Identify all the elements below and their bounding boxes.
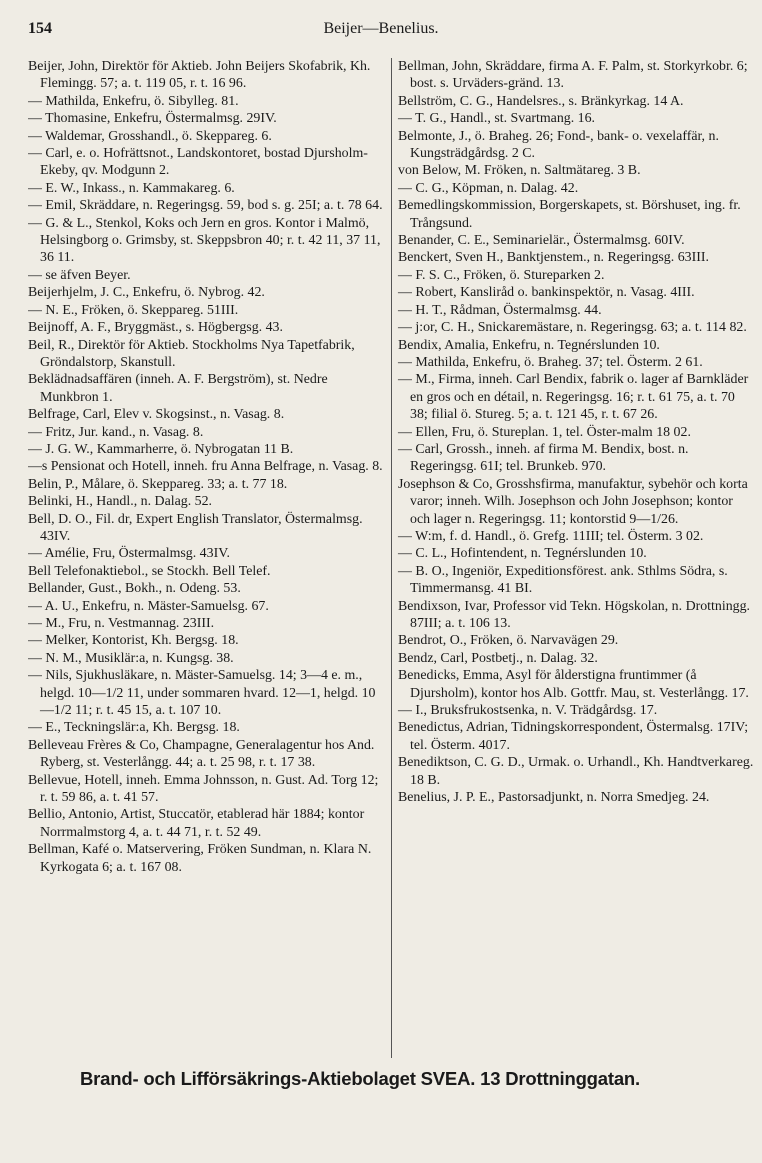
directory-entry: Bell Telefonaktiebol., se Stockh. Bell Telef. xyxy=(28,563,271,579)
directory-entry: Bellman, Kafé o. Matservering, Fröken Sundman, n. Klara N. Kyrkogata 6; a. t. 167 08. xyxy=(28,842,372,875)
directory-entry: — C. L., Hofintendent, n. Tegnérslunden 10. xyxy=(398,546,647,562)
footer-company: Brand- och Lifförsäkrings-Aktiebolaget SVEA. xyxy=(80,1068,476,1089)
directory-entry: — Carl, Grossh., inneh. af firma M. Bendix, bost. n. Regeringsg. 61I; tel. Brunkeb. 970. xyxy=(398,441,689,475)
directory-entry: — Waldemar, Grosshandl., ö. Skeppareg. 6. xyxy=(28,128,272,144)
directory-entry: — F. S. C., Fröken, ö. Stureparken 2. xyxy=(398,267,605,283)
directory-entry: — T. G., Handl., st. Svartmang. 16. xyxy=(398,111,596,127)
directory-entry: — E., Teckningslär:a, Kh. Bergsg. 18. xyxy=(28,720,240,736)
directory-entry: Benelius, J. P. E., Pastorsadjunkt, n. Norra Smedjeg. 24. xyxy=(398,790,710,806)
directory-entry: — Mathilda, Enkefru, ö. Braheg. 37; tel. Österm. 2 61. xyxy=(398,354,703,370)
directory-entry: Beijnoff, A. F., Bryggmäst., s. Högbergsg. 43. xyxy=(28,320,283,336)
directory-entry: von Below, M. Fröken, n. Saltmätareg. 3 B. xyxy=(398,163,641,179)
directory-entry: — E. W., Inkass., n. Kammakareg. 6. xyxy=(28,180,235,196)
directory-entry: Bendrot, O., Fröken, ö. Narvavägen 29. xyxy=(398,633,619,649)
directory-entry: — M., Fru, n. Vestmannag. 23III. xyxy=(28,616,215,631)
directory-entry: — Robert, Kansliråd o. bankinspektör, n. Vasag. 4III. xyxy=(398,285,695,301)
directory-entry: — Carl, e. o. Hofrättsnot., Landskontoret, bostad Djursholm-Ekeby, qv. Modgunn 2. xyxy=(28,146,368,179)
directory-entry: — I., Bruksfrukostsenka, n. V. Trädgårdsg. 17. xyxy=(398,703,658,719)
directory-entry: — Mathilda, Enkefru, ö. Sibylleg. 81. xyxy=(28,93,239,109)
directory-entry: Beijer, John, Direktör för Aktieb. John Beijers Skofabrik, Kh. Flemingg. 57; a. t. 119 05, r. t. 16 96. xyxy=(28,59,371,92)
directory-entry: Bellman, John, Skräddare, firma A. F. Palm, st. Storkyrkobr. 6; bost. s. Urväders-gränd. 13. xyxy=(398,59,748,92)
right-column xyxy=(392,58,756,1058)
directory-entry: Belfrage, Carl, Elev v. Skogsinst., n. Vasag. 8. xyxy=(28,407,285,423)
directory-entry: Beil, R., Direktör för Aktieb. Stockholms Nya Tapetfabrik, Gröndalstorp, Skanstull. xyxy=(28,337,355,370)
directory-entry: Belleveau Frères & Co, Champagne, Generalagentur hos And. Ryberg, st. Vesterlångg. 44; a. t. 25 98, r. t. 17 38. xyxy=(28,737,375,771)
directory-entry: Benckert, Sven H., Banktjenstem., n. Regeringsg. 63III. xyxy=(398,250,709,266)
directory-entry: — N. M., Musiklär:a, n. Kungsg. 38. xyxy=(28,650,234,666)
directory-entry: Bellström, C. G., Handelsres., s. Bränkyrkag. 14 A. xyxy=(398,93,684,109)
directory-entry: — Fritz, Jur. kand., n. Vasag. 8. xyxy=(28,424,204,440)
directory-entry: — Thomasine, Enkefru, Östermalmsg. 29IV. xyxy=(28,111,277,127)
directory-entry: Benedictus, Adrian, Tidningskorrespondent, Östermalsg. 17IV; tel. Österm. 4017. xyxy=(398,720,749,753)
directory-entry: — J. G. W., Kammarherre, ö. Nybrogatan 11 B. xyxy=(28,441,294,457)
directory-entry: — Emil, Skräddare, n. Regeringsg. 59, bod s. g. 25I; a. t. 78 64. xyxy=(28,198,383,214)
directory-entry: Josephson & Co, Grosshsfirma, manufaktur, sybehör och korta varor; inneh. Wilh. Josephson och John Josephson; kontor och lager n. Regeringsg. 11; kontorstid 9—1/26. xyxy=(398,476,748,527)
directory-entry: Bendz, Carl, Postbetj., n. Dalag. 32. xyxy=(398,650,598,666)
directory-entry: — Melker, Kontorist, Kh. Bergsg. 18. xyxy=(28,633,239,649)
directory-entry: — se äfven Beyer. xyxy=(28,267,131,283)
directory-entry: Bendixson, Ivar, Professor vid Tekn. Högskolan, n. Drottningg. 87III; a. t. 106 13. xyxy=(398,598,751,631)
directory-entry: — C. G., Köpman, n. Dalag. 42. xyxy=(398,180,579,196)
directory-entry: Bellevue, Hotell, inneh. Emma Johnsson, n. Gust. Ad. Torg 12; r. t. 59 86, a. t. 41 57. xyxy=(28,772,379,806)
directory-entry: — j:or, C. H., Snickaremästare, n. Regeringsg. 63; a. t. 114 82. xyxy=(398,320,747,336)
directory-entry: Benediktson, C. G. D., Urmak. o. Urhandl., Kh. Handtverkareg. 18 B. xyxy=(398,755,754,788)
directory-entry: Benander, C. E., Seminarielär., Östermalmsg. 60IV. xyxy=(398,233,685,249)
directory-entry: Bell, D. O., Fil. dr, Expert English Translator, Östermalmsg. 43IV. xyxy=(28,511,363,544)
directory-entry: — Amélie, Fru, Östermalmsg. 43IV. xyxy=(28,546,230,562)
directory-entry: — M., Firma, inneh. Carl Bendix, fabrik o. lager af Barnkläder en gros och en détail, n. Regeringsg. 16; r. t. 61 75, a. t. 70 38; filial ö. Stureg. 5; a. t. 121 45, r. t. 67 26. xyxy=(398,372,749,423)
page-number: 154 xyxy=(28,20,52,37)
directory-entry: — Ellen, Fru, ö. Stureplan. 1, tel. Öster-malm 18 02. xyxy=(398,424,691,440)
directory-entry: — W:m, f. d. Handl., ö. Grefg. 11III; tel. Österm. 3 02. xyxy=(398,528,704,544)
directory-entry: Bellio, Antonio, Artist, Stuccatör, etablerad här 1884; kontor Norrmalmstorg 4, a. t. 44 71, r. t. 52 49. xyxy=(28,807,365,840)
directory-entry: — A. U., Enkefru, n. Mäster-Samuelsg. 67. xyxy=(28,598,269,614)
directory-entry: Belinki, H., Handl., n. Dalag. 52. xyxy=(28,494,213,510)
directory-entry: — H. T., Rådman, Östermalmsg. 44. xyxy=(398,302,602,318)
directory-entry: — N. E., Fröken, ö. Skeppareg. 51III. xyxy=(28,302,239,318)
directory-entry: — B. O., Ingeniör, Expeditionsförest. ank. Sthlms Södra, s. Timmermansg. 41 BI. xyxy=(398,563,728,597)
directory-entry: Bendix, Amalia, Enkefru, n. Tegnérslunden 10. xyxy=(398,337,660,353)
running-head: Beijer—Benelius. xyxy=(323,20,439,37)
directory-entry: Bellander, Gust., Bokh., n. Odeng. 53. xyxy=(28,581,241,597)
directory-entry: — G. & L., Stenkol, Koks och Jern en gros. Kontor i Malmö, Helsingborg o. Grimsby, st. Skeppsbron 40; r. t. 42 11, 37 11, 36 11. xyxy=(28,215,381,266)
directory-entry: Bemedlingskommission, Borgerskapets, st. Börshuset, ing. fr. Trångsund. xyxy=(398,198,741,231)
directory-entry: — Nils, Sjukhusläkare, n. Mäster-Samuelsg. 14; 3—4 e. m., helgd. 10—1/2 11, under sommaren hvard. 12—1, helgd. 10—1/2 11; r. t. 45 15, a. t. 107 10. xyxy=(28,668,376,719)
directory-entry: Belin, P., Målare, ö. Skeppareg. 33; a. t. 77 18. xyxy=(28,476,288,492)
directory-entry: —s Pensionat och Hotell, inneh. fru Anna Belfrage, n. Vasag. 8. xyxy=(28,459,383,475)
directory-entry: Beklädnadsaffären (inneh. A. F. Bergström), st. Nedre Munkbron 1. xyxy=(28,372,328,405)
directory-entry: Belmonte, J., ö. Braheg. 26; Fond-, bank- o. vexelaffär, n. Kungsträdgårdsg. 2 C. xyxy=(398,128,719,162)
footer-address: 13 Drottninggatan. xyxy=(480,1068,640,1089)
left-column xyxy=(28,58,392,1058)
directory-entry: Beijerhjelm, J. C., Enkefru, ö. Nybrog. 42. xyxy=(28,285,265,301)
advertisement-footer xyxy=(80,1068,722,1090)
page-header xyxy=(28,10,734,40)
directory-columns xyxy=(28,58,756,1058)
directory-entry: Benedicks, Emma, Asyl för ålderstigna fruntimmer (å Djursholm), kontor hos Alb. Gottfr. Mau, st. Vesterlångg. 17. xyxy=(398,668,749,701)
